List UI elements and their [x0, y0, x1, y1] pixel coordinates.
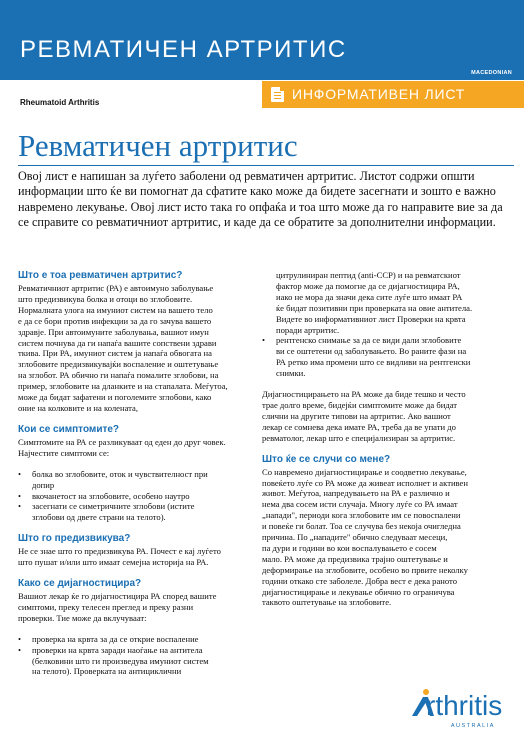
- text-line: ревматолог, лекар што е специјализиран за артритис.: [262, 432, 456, 443]
- text-line: Дијагностицирањето на РА може да биде тешко и често: [262, 389, 466, 400]
- text-line: проверки. Тие може да вклучуваат:: [18, 612, 147, 623]
- text-line: Нормалната улога на имуниот систем на вашето тело: [18, 304, 213, 315]
- text-line: што пушат и/или што имаат семејна историја на РА.: [18, 557, 209, 568]
- text-line: Со навремено дијагностицирање и соодветно лекување,: [262, 466, 467, 477]
- text-line: е да се бори против инфекции за да го зачува вашето: [18, 315, 212, 326]
- text-line: може да бидат зафатени и поголемите зглобови, како: [18, 392, 212, 403]
- text-line: деформирање на зглобовите, особено во првите неколку: [262, 564, 468, 575]
- language-label: MACEDONIAN: [471, 70, 512, 76]
- text-line: Вашиот лекар ќе го дијагностицира РА според вашите: [18, 591, 217, 602]
- section-text: [18, 283, 263, 414]
- text-line: здравје. При автоимуните заболувања, вашиот имун: [18, 326, 209, 337]
- text-line: и повеќе ги болат. Тоа се случува без некоја очигледна: [262, 521, 461, 532]
- text-line: симптоми, преку телесен преглед и преку разни: [18, 601, 194, 612]
- text-line: нема два сосем исти случаја. Многу луѓе со РА имаат: [262, 499, 458, 510]
- logo-subtitle: AUSTRALIA: [450, 723, 495, 729]
- text-line: што предизвикува болка и отоци во зглобовите.: [18, 293, 193, 304]
- section-heading: Кои се симптомите?: [18, 423, 120, 435]
- list-item: • проверки на крвта заради наоѓање на антитела (белковини што ги произведува имуниот систем на телото). Проверката на антициклични: [18, 645, 263, 678]
- section-heading: Како се дијагностицира?: [18, 578, 142, 590]
- list-item: • болка во зглобовите, оток и чувствителност при допир: [18, 469, 263, 491]
- text-line: Симптомите на РА се разликуваат од еден до друг човек.: [18, 436, 226, 447]
- english-subtitle: Rheumatoid Arthritis: [20, 98, 100, 107]
- section-text: [262, 389, 512, 444]
- section-heading: Што го предизвикува?: [18, 533, 131, 545]
- info-sheet-label: ИНФОРМАТИВЕН ЛИСТ: [292, 86, 466, 102]
- text-line: лекар се сомнева дека имате РА, треба да ве упати до: [262, 421, 456, 432]
- text-line: зглобовите предизвикувајќи воспаление и оштетување: [18, 359, 219, 370]
- text-line: повеќето луѓе со РА може да живеат исполнет и активен: [262, 477, 468, 488]
- info-sheet-tab: [262, 81, 524, 108]
- text-line: „напади", периоди кога зглобовите им се повоспалени: [262, 510, 461, 521]
- text-line: Не се знае што го предизвикува РА. Почест е кај луѓето: [18, 546, 221, 557]
- text-line: систем почнува да ги напаѓа вашите сопствени здрави: [18, 337, 217, 348]
- page-title: Ревматичен артритис: [18, 128, 298, 163]
- header-banner: [0, 0, 524, 80]
- title-divider: [18, 165, 514, 166]
- text-line: мало. РА може да предизвика трајно оштетување и: [262, 553, 448, 564]
- text-line: Ревматичниот артритис (РА) е автоимуно заболување: [18, 283, 214, 293]
- text-line: дијагностицирање и лекување обично го ограничува: [262, 586, 455, 597]
- arthritis-australia-logo: [400, 690, 503, 729]
- text-line: ткива. При РА, имуниот систем ја напаѓа обвогата на: [18, 348, 212, 359]
- text-line: оние на колковите и на колената,: [18, 402, 138, 413]
- document-icon: [271, 87, 284, 102]
- text-line: живот. Меѓутоа, напредувањето на РА е различно и: [262, 488, 450, 499]
- diagnosis-list-continued: [262, 270, 512, 379]
- text-line: па дури и години во кои воспалувањето е сосем: [262, 542, 437, 553]
- diagnosis-list: [18, 634, 263, 678]
- section-text: [262, 467, 512, 609]
- list-item: цитрулиниран пептид (anti-CCP) и на ревматскиот фактор може да помогне да се дијагностицира РА, иако не мора да значи дека сите луѓе што имаат РА ќе бидат позитивни при проверката на овие антитела. Видете во информативниот лист Проверки на крвта поради артритис.: [276, 270, 473, 335]
- text-line: години откако сте заболеле. Добра вест е дека раното: [262, 575, 457, 586]
- logo-wordmark-text: rthritis: [426, 690, 503, 721]
- list-item: • засегнати се симетричните зглобови (истите зглобови од двете страни на телото).: [18, 501, 263, 523]
- list-item: • вкочанетост на зглобовите, особено наутро: [18, 491, 263, 502]
- text-line: причина. По „нападите" обично следуваат месеци,: [262, 532, 448, 543]
- section-text: [18, 546, 263, 568]
- text-line: трае долго време, бидејќи симптомите може да бидат: [262, 399, 458, 410]
- intro-paragraph: Овој лист е напишан за луѓето заболени од ревматичен артритис. Листот содржи општи информации што ќе ви помогнат да сфатите како може да бидете засегнати и зошто е важно навремено лекување. Овој лист исто така го опфаќа и тоа што може да го направите вие за да се справите со ревматичниот артритис, и каде да се обратите за дополнителни информации.: [18, 169, 503, 230]
- section-heading: Што е тоа ревматичен артритис?: [18, 270, 183, 281]
- right-column: [262, 270, 512, 608]
- text-line: на зглобот. РА обично ги напаѓа помалите зглобови, на: [18, 370, 219, 381]
- left-column: [18, 270, 263, 677]
- text-line: таквото оштетување на зглобовите.: [262, 597, 392, 608]
- text-line: пример, зглобовите на дланките и на стапалата. Меѓутоа,: [18, 381, 228, 392]
- symptom-list: [18, 469, 263, 524]
- section-text: [18, 437, 263, 459]
- text-line: Најчестите симптоми се:: [18, 447, 110, 458]
- banner-title: РЕВМАТИЧЕН АРТРИТИС: [20, 36, 347, 63]
- section-heading: Што ќе се случи со мене?: [262, 453, 391, 465]
- list-item: • проверка на крвта за да се открие воспаление: [18, 634, 263, 645]
- text-line: слични на другите типови на артритис. Ако вашиот: [262, 410, 451, 421]
- list-item: • рентгенско снимање за да се види дали зглобовите ви се оштетени од заболувањето. Во раните фази на РА ретко има промени што се видливи на рентгенски снимки.: [262, 335, 512, 379]
- section-text: [18, 591, 263, 624]
